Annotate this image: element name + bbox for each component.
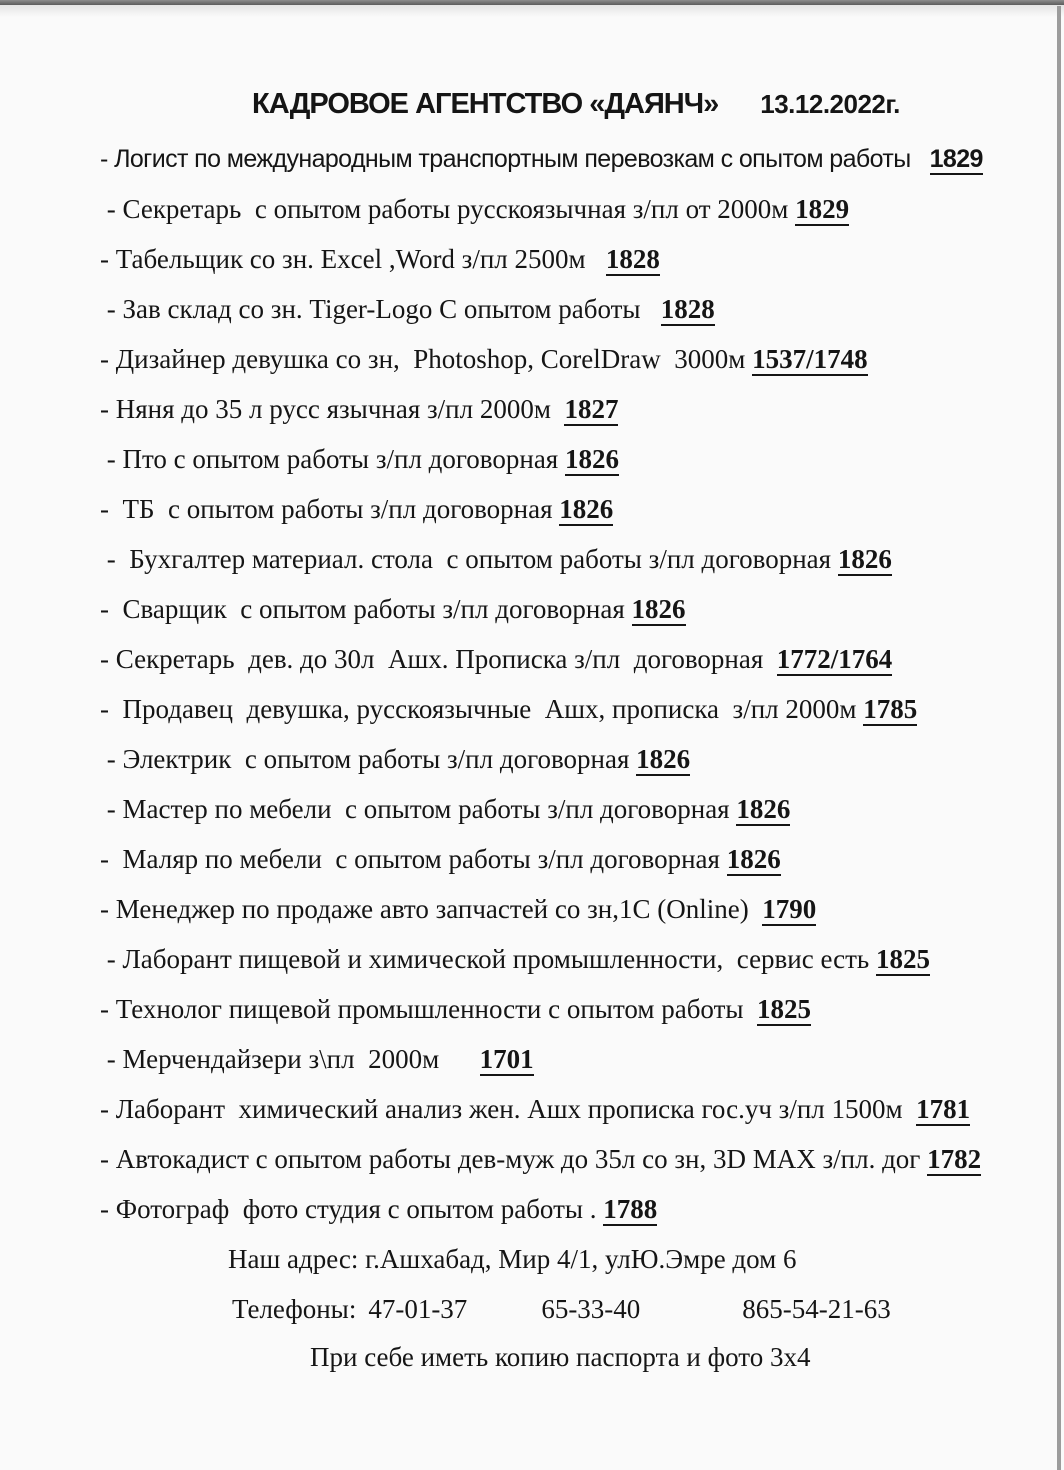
vacancy-line xyxy=(100,584,978,634)
vacancy-text: - Пто с опытом работы з/пл договорная xyxy=(100,444,565,474)
vacancy-line xyxy=(100,884,978,934)
vacancy-line xyxy=(100,484,978,534)
vacancy-text: - Няня до 35 л русс язычная з/пл 2000м xyxy=(100,394,565,424)
vacancy-text: - Менеджер по продаже авто запчастей со зн,1С (Online) xyxy=(100,894,763,924)
vacancy-line xyxy=(100,934,978,984)
phone-number: 865-54-21-63 xyxy=(742,1294,891,1324)
vacancy-code: 1825 xyxy=(757,994,812,1024)
vacancy-line xyxy=(100,184,978,234)
vacancy-text: - Секретарь с опытом работы русскоязычная з/пл от 2000м xyxy=(100,194,796,224)
vacancy-line xyxy=(100,784,978,834)
vacancy-line xyxy=(100,134,983,184)
vacancy-text: - Маляр по мебели с опытом работы з/пл договорная xyxy=(100,844,727,874)
vacancy-code: 1781 xyxy=(916,1094,971,1124)
document-date: 13.12.2022г. xyxy=(760,89,900,119)
vacancy-text: - Секретарь дев. до 30л Ашх. Прописка з/пл договорная xyxy=(100,644,777,674)
page-title: КАДРОВОЕ АГЕНТСТВО «ДАЯНЧ» xyxy=(252,88,719,120)
vacancy-code: 1829 xyxy=(929,145,983,173)
vacancy-line xyxy=(100,384,978,434)
vacancy-code: 1826 xyxy=(837,544,892,574)
phone-number: 65-33-40 xyxy=(541,1294,641,1324)
vacancy-code: 1826 xyxy=(631,594,686,624)
vacancy-line xyxy=(100,634,978,684)
vacancy-text: - Продавец девушка, русскоязычные Ашх, прописка з/пл 2000м xyxy=(100,694,864,724)
vacancy-text: - Табельщик со зн. Excel ,Word з/пл 2500м xyxy=(100,244,606,274)
vacancy-code: 1772/1764 xyxy=(776,644,893,674)
address-line: Наш адрес: г.Ашхабад, Мир 4/1, улЮ.Эмре дом 6 xyxy=(228,1244,797,1274)
vacancy-line xyxy=(100,684,978,734)
vacancy-line xyxy=(100,734,978,784)
vacancy-code: 1828 xyxy=(605,244,660,274)
vacancy-text: - Мерчендайзери з\пл 2000м xyxy=(100,1044,480,1074)
vacancy-code: 1826 xyxy=(726,844,781,874)
vacancy-line xyxy=(100,534,978,584)
vacancy-text: - Автокадист с опытом работы дев-муж до 35л со зн, 3D MAX з/пл. дог xyxy=(100,1144,928,1174)
vacancy-code: 1788 xyxy=(603,1194,658,1224)
scan-top-edge xyxy=(0,0,1064,5)
vacancy-code: 1826 xyxy=(636,744,691,774)
vacancy-text: - Логист по международным транспортным перевозкам с опытом работы xyxy=(100,145,930,173)
vacancy-line xyxy=(100,1184,978,1234)
vacancy-text: - Лаборант пищевой и химической промышленности, сервис есть xyxy=(100,944,876,974)
vacancy-code: 1827 xyxy=(564,394,619,424)
scan-top-shadow xyxy=(0,5,1064,17)
vacancy-line xyxy=(100,1134,982,1184)
vacancy-list xyxy=(100,134,983,1234)
phone-number: 47-01-37 xyxy=(368,1294,468,1324)
document-header xyxy=(100,88,978,126)
vacancy-code: 1701 xyxy=(479,1044,534,1074)
vacancy-text: - Фотограф фото студия с опытом работы . xyxy=(100,1194,604,1224)
vacancy-code: 1826 xyxy=(559,494,614,524)
vacancy-line xyxy=(100,334,978,384)
vacancy-line xyxy=(100,234,978,284)
vacancy-text: - Дизайнер девушка со зн, Photoshop, CorelDraw 3000м xyxy=(100,344,753,374)
vacancy-line xyxy=(100,984,978,1034)
vacancy-code: 1537/1748 xyxy=(752,344,868,374)
vacancy-text: - Бухгалтер материал. стола с опытом работы з/пл договорная xyxy=(100,544,838,574)
vacancy-code: 1828 xyxy=(660,294,715,324)
vacancy-code: 1790 xyxy=(762,894,817,924)
vacancy-line xyxy=(100,1084,978,1134)
vacancy-code: 1825 xyxy=(876,944,930,974)
vacancy-line xyxy=(100,284,978,334)
vacancy-code: 1826 xyxy=(564,444,619,474)
vacancy-text: - Мастер по мебели с опытом работы з/пл договорная xyxy=(100,794,737,824)
vacancy-code: 1782 xyxy=(927,1144,982,1174)
phones-label: Телефоны: xyxy=(232,1294,357,1324)
scan-right-edge xyxy=(1057,6,1061,1470)
vacancy-text: - Сварщик с опытом работы з/пл договорная xyxy=(100,594,632,624)
vacancy-line xyxy=(100,434,978,484)
vacancy-text: - Электрик с опытом работы з/пл договорная xyxy=(100,744,637,774)
vacancy-code: 1785 xyxy=(863,694,918,724)
vacancy-code: 1829 xyxy=(795,194,850,224)
vacancy-line xyxy=(100,1034,978,1084)
vacancy-text: - ТБ с опытом работы з/пл договорная xyxy=(100,494,560,524)
vacancy-text: - Технолог пищевой промышленности с опытом работы xyxy=(100,994,758,1024)
vacancy-text: - Зав склад со зн. Tiger-Logo С опытом работы xyxy=(100,294,661,324)
vacancy-text: - Лаборант химический анализ жен. Ашх прописка гос.уч з/пл 1500м xyxy=(100,1094,917,1124)
phones-line xyxy=(100,1284,978,1334)
vacancy-code: 1826 xyxy=(736,794,791,824)
vacancy-line xyxy=(100,834,978,884)
passport-note: При себе иметь копию паспорта и фото 3х4 xyxy=(310,1342,811,1372)
